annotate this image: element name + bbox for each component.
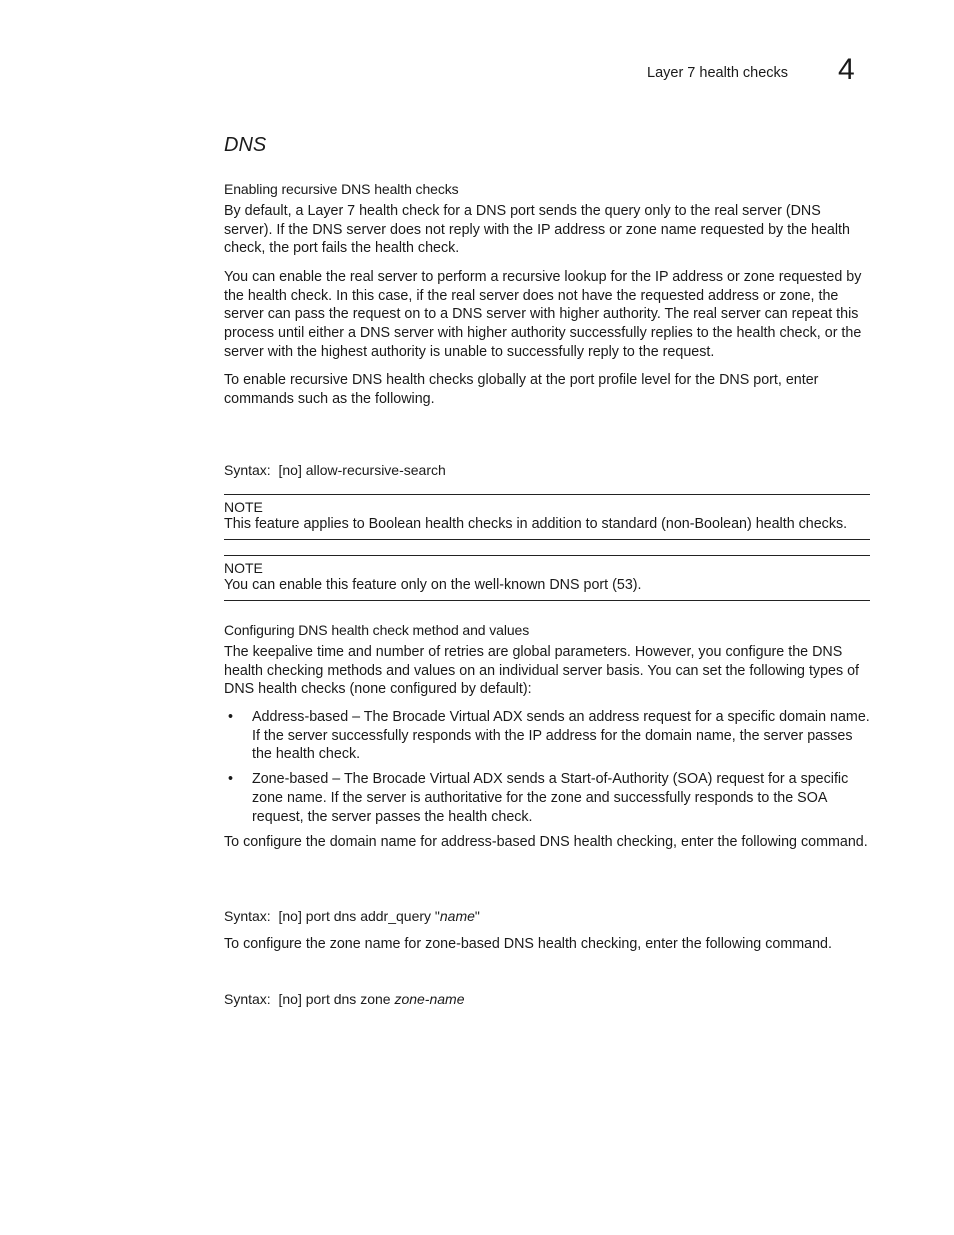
paragraph: You can enable the real server to perform a recursive lookup for the IP address or zone requested by the health check. In this case, if the real server does not have the requested address or zone, the server can pass the request on to a DNS server with higher authority. The real server can repeat this process until either a DNS server with higher authority successfully replies to the health check, or the server with the highest authority is unable to successfully reply to the request. (224, 269, 862, 360)
paragraph: By default, a Layer 7 health check for a DNS port sends the query only to the real server (DNS server). If the DNS server does not reply with the IP address or zone name requested by the health check, the port fails the health check. (224, 203, 850, 257)
syntax-label: Syntax: (224, 462, 271, 478)
note-label: NOTE (224, 499, 263, 515)
list-item-text: Zone-based – The Brocade Virtual ADX sends a Start-of-Authority (SOA) request for a specific zone name. If the server is authoritative for the zone and successfully responds to the SOA request, the server passes the health check. (252, 771, 849, 825)
subsection-title-method: Configuring DNS health check method and values (224, 622, 530, 638)
list-item (224, 708, 872, 764)
syntax-label: Syntax: (224, 991, 271, 1007)
note-box (224, 555, 870, 601)
list-item-text: Address-based – The Brocade Virtual ADX sends an address request for a specific domain name. If the server successfully responds with the IP address for the domain name, the server passes the health check. (252, 709, 870, 763)
note-box (224, 494, 870, 540)
list-item (224, 770, 872, 826)
note-text: This feature applies to Boolean health checks in addition to standard (non-Boolean) health checks. (224, 516, 848, 532)
chapter-number: 4 (838, 53, 855, 86)
note-text: You can enable this feature only on the well-known DNS port (53). (224, 577, 642, 593)
paragraph: The keepalive time and number of retries are global parameters. However, you configure the DNS health checking methods and values on an individual server basis. You can set the following types of DNS health checks (none configured by default): (224, 644, 860, 698)
syntax-command: [no] port dns addr_query " (278, 908, 440, 924)
bullet-icon: • (228, 771, 234, 788)
paragraph: To enable recursive DNS health checks globally at the port profile level for the DNS port, enter commands such as the following. (224, 372, 819, 407)
syntax-line (224, 908, 480, 924)
syntax-line (224, 462, 446, 478)
syntax-argument: zone-name (394, 991, 465, 1007)
bullet-icon: • (228, 709, 234, 725)
note-label: NOTE (224, 560, 263, 576)
syntax-command-end: " (474, 908, 480, 924)
syntax-command: [no] port dns zone (278, 991, 395, 1007)
paragraph: To configure the domain name for address-based DNS health checking, enter the following command. (224, 834, 868, 850)
paragraph: To configure the zone name for zone-based DNS health checking, enter the following command. (224, 936, 832, 952)
syntax-label: Syntax: (224, 908, 271, 924)
subsection-title-recursive: Enabling recursive DNS health checks (224, 181, 459, 197)
syntax-line (224, 991, 465, 1007)
syntax-command: [no] allow-recursive-search (278, 462, 446, 478)
section-title: DNS (224, 134, 267, 156)
bullet-list (224, 708, 872, 832)
chapter-title: Layer 7 health checks (647, 65, 789, 81)
syntax-argument: name (439, 908, 475, 924)
